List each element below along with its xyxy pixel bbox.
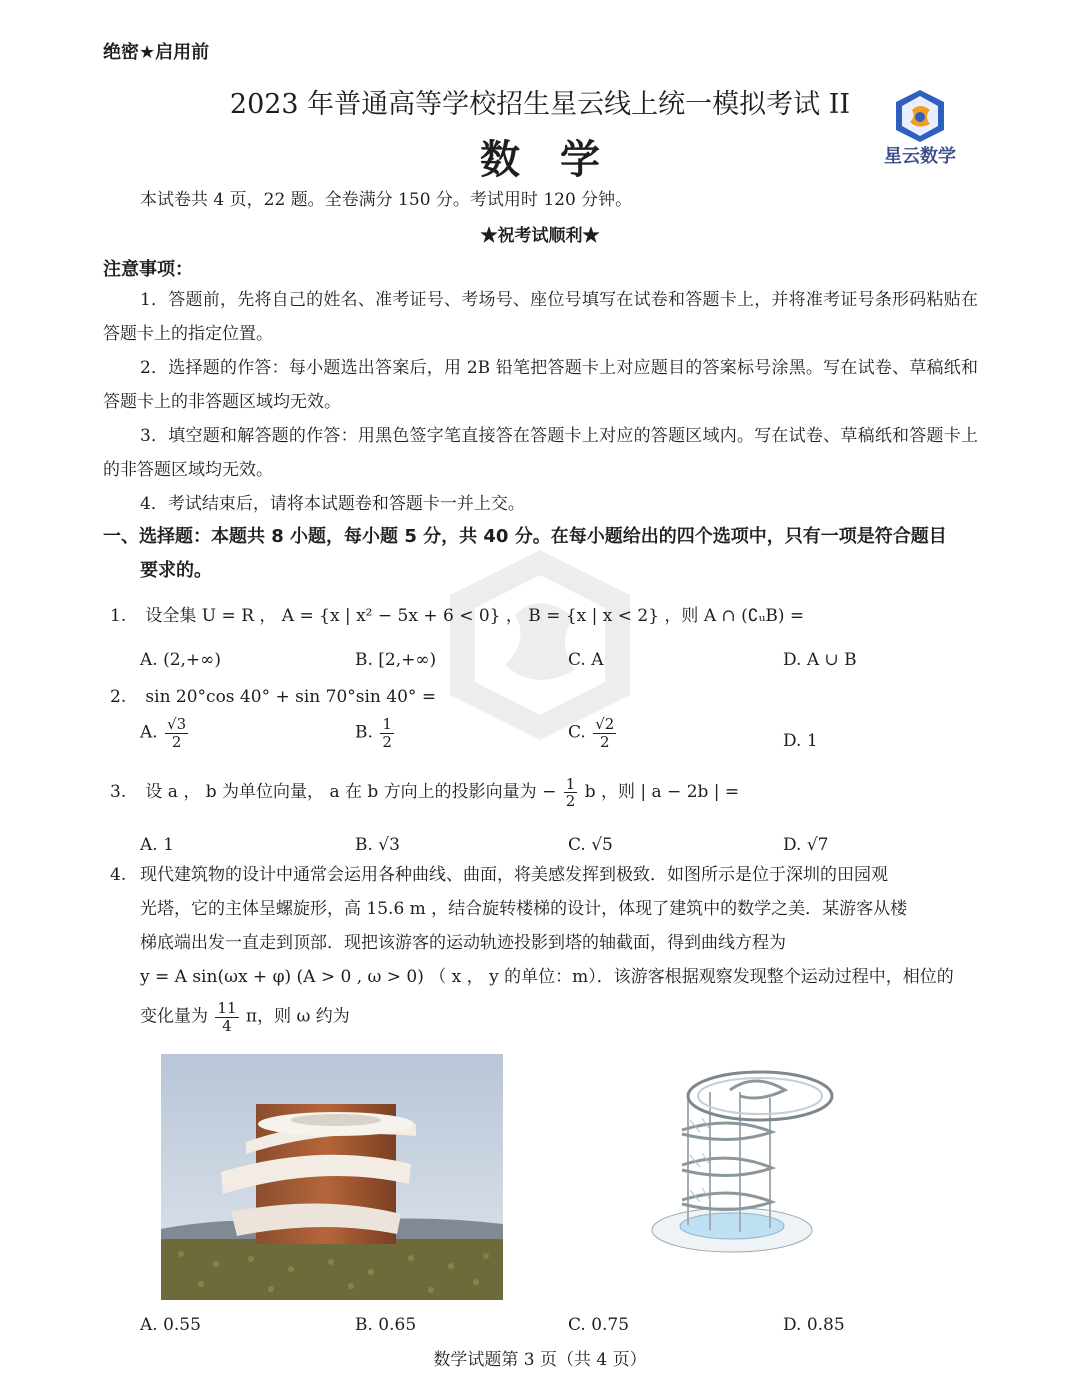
exam-info: 本试卷共 4 页，22 题。全卷满分 150 分。考试用时 120 分钟。 [140, 190, 633, 210]
option-b: B. √3 [355, 835, 400, 855]
notice-item: 2．选择题的作答：每小题选出答案后，用 2B 铅笔把答题卡上对应题目的答案标号涂黑。写在试卷、草稿纸和答题卡上的非答题区域均无效。 [103, 358, 978, 412]
numerator: √3 [167, 715, 187, 733]
section-heading [103, 520, 978, 588]
option-label: C. [568, 722, 586, 743]
option-c: C. √5 [568, 835, 613, 855]
numerator: 11 [217, 999, 237, 1017]
hexagon-logo-icon [874, 88, 966, 144]
option-label: A. [140, 722, 158, 743]
option-a: A. 1 [140, 835, 174, 855]
notice-heading: 注意事项： [103, 259, 193, 280]
option-d: D. A ∪ B [783, 650, 857, 670]
spiral-staircase-diagram [640, 1060, 850, 1260]
stem-text: 变化量为 [140, 1006, 208, 1027]
option-c: C. 0.75 [568, 1315, 630, 1335]
denominator: 2 [171, 732, 182, 751]
section-heading-line1: 一、选择题：本题共 8 小题，每小题 5 分，共 40 分。在每小题给出的四个选项中，只有一项是符合题目 [103, 526, 947, 547]
notice-item: 3．填空题和解答题的作答：用黑色签字笔直接答在答题卡上对应的答题区域内。写在试卷、草稿纸和答题卡上的非答题区域均无效。 [103, 426, 978, 480]
logo-text: 星云数学 [884, 146, 956, 167]
numerator: 1 [565, 774, 576, 793]
question-4 [110, 858, 978, 994]
option-c: C. A [568, 650, 604, 670]
option-a: A. 0.55 [140, 1315, 201, 1335]
question-number: 1. [110, 606, 127, 626]
option-b [355, 716, 396, 750]
section-heading-line2: 要求的。 [140, 560, 212, 581]
question-number: 4. [110, 865, 127, 885]
question-stem: sin 20°cos 40° + sin 70°sin 40° = [145, 687, 437, 707]
denominator: 2 [600, 732, 610, 751]
exam-title: 2023 年普通高等学校招生星云线上统一模拟考试 II [229, 89, 851, 120]
question-stem-line: 梯底端出发一直走到顶部．现把该游客的运动轨迹投影到塔的轴截面，得到曲线方程为 [140, 933, 786, 953]
confidential-label: 绝密★启用前 [103, 42, 210, 63]
option-d: D. √7 [783, 835, 829, 855]
option-b: B. [2,+∞) [355, 650, 437, 670]
denominator: 2 [382, 732, 392, 751]
good-luck-line: ★祝考试顺利★ [480, 226, 600, 246]
question-stem-part1: 设 a ， b 为单位向量， a 在 b 方向上的投影向量为 − [145, 782, 557, 802]
subject-heading: 数学 [480, 136, 640, 183]
option-a: A. (2,+∞) [140, 650, 221, 670]
option-d: D. 0.85 [783, 1315, 845, 1335]
denominator: 4 [222, 1016, 232, 1035]
stem-text: π，则 ω 约为 [245, 1006, 350, 1027]
fraction [564, 776, 578, 810]
question-number: 3. [110, 782, 127, 802]
denominator: 2 [565, 792, 576, 810]
question-stem-line [110, 858, 978, 892]
question-stem-part2: b ，则 | a − 2b | = [584, 782, 740, 802]
brand-logo [874, 88, 966, 170]
stem-text: 现代建筑物的设计中通常会运用各种曲线、曲面，将美感发挥到极致．如图所示是位于深圳的田园观 [140, 865, 888, 885]
question-stem-last-line [140, 1000, 350, 1034]
numerator: √2 [595, 715, 615, 733]
option-a [140, 716, 190, 750]
question-stem-line: 光塔，它的主体呈螺旋形，高 15.6 m ，结合旋转楼梯的设计，体现了建筑中的数学之美．某游客从楼 [140, 899, 908, 919]
page-footer: 数学试题第 3 页（共 4 页） [433, 1350, 647, 1370]
question-1 [110, 599, 980, 633]
notice-item: 4．考试结束后，请将本试题卷和答题卡一并上交。 [140, 494, 525, 514]
question-2 [110, 680, 980, 714]
tower-photo [161, 1054, 503, 1300]
numerator: 1 [382, 715, 392, 733]
option-c [568, 716, 618, 750]
question-stem-line: y = A sin(ωx + φ) (A > 0 , ω > 0) （ x ， y 的单位：m）．该游客根据观察发现整个运动过程中，相位的 [140, 967, 954, 987]
fraction [380, 716, 394, 750]
option-label: B. [355, 722, 373, 743]
notice-item: 1．答题前，先将自己的姓名、准考证号、考场号、座位号填写在试卷和答题卡上，并将准考证号条形码粘贴在答题卡上的指定位置。 [103, 290, 978, 344]
fraction [593, 716, 616, 750]
option-d: D. 1 [783, 731, 818, 751]
question-stem: 设全集 U = R ， A = {x | x² − 5x + 6 < 0} ， B = {x | x < 2} ，则 A ∩ (∁ᵤB) = [145, 606, 805, 626]
option-b: B. 0.65 [355, 1315, 417, 1335]
fraction [215, 1000, 238, 1034]
question-number: 2. [110, 687, 127, 707]
fraction [165, 716, 188, 750]
question-3 [110, 775, 980, 810]
